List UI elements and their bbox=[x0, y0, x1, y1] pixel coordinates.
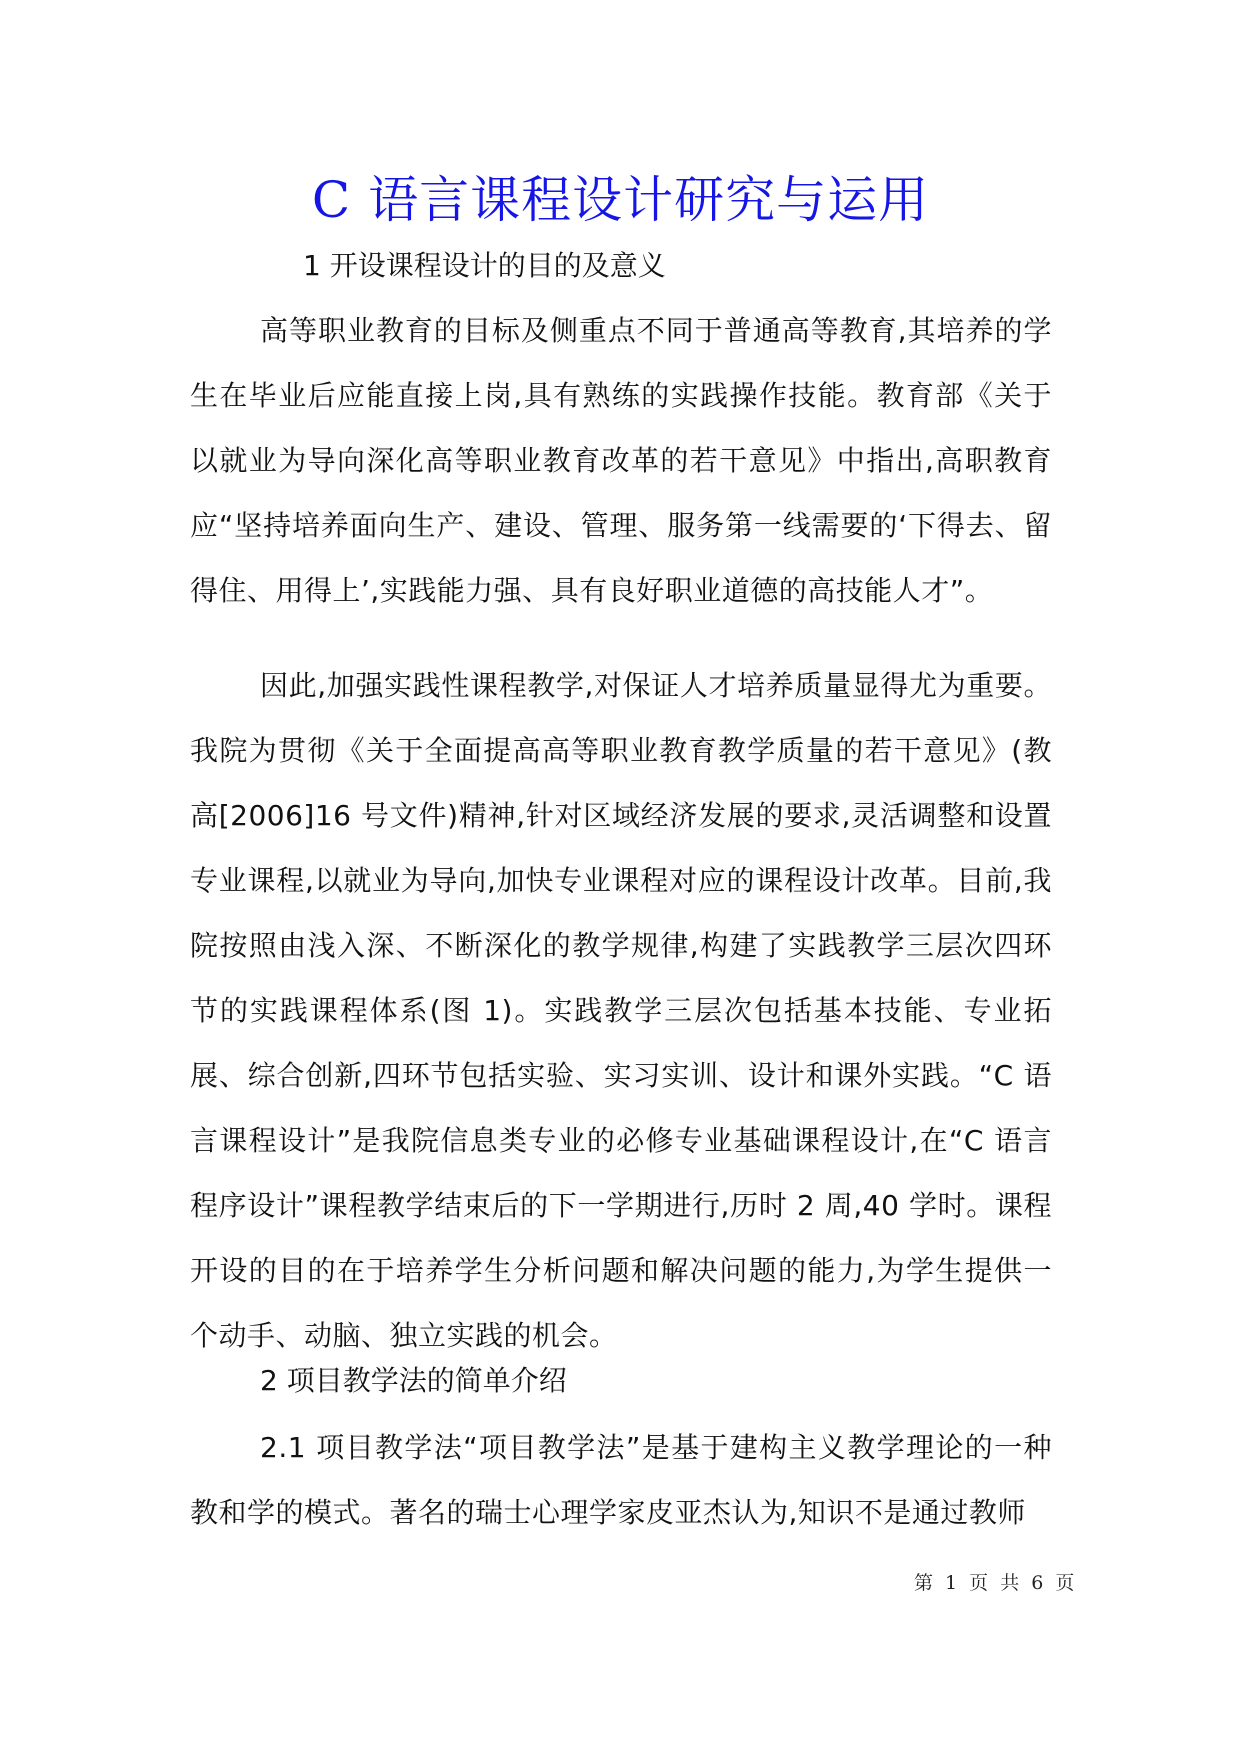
document-title: C 语言课程设计研究与运用 bbox=[311, 171, 930, 229]
page-number-footer: 第 1 页 共 6 页 bbox=[914, 1572, 1078, 1594]
section-heading-2: 2 项目教学法的简单介绍 bbox=[260, 1364, 567, 1397]
paragraph-1: 高等职业教育的目标及侧重点不同于普通高等教育,其培养的学生在毕业后应能直接上岗,具有熟练的实践操作技能。教育部《关于以就业为导向深化高等职业教育改革的若干意见》中指出,高职教育应“坚持培养面向生产、建设、管理、服务第一线需要的‘下得去、留得住、用得上’,实践能力强、具有良好职业道德的高技能人才”。 bbox=[190, 314, 1052, 607]
section-heading-1: 1 开设课程设计的目的及意义 bbox=[303, 249, 666, 282]
paragraph-3: 2.1 项目教学法“项目教学法”是基于建构主义教学理论的一种教和学的模式。著名的瑞士心理学家皮亚杰认为,知识不是通过教师 bbox=[190, 1431, 1052, 1529]
paragraph-2: 因此,加强实践性课程教学,对保证人才培养质量显得尤为重要。我院为贯彻《关于全面提高高等职业教育教学质量的若干意见》(教高[2006]16 号文件)精神,针对区域经济发展的要求,灵活调整和设置专业课程,以就业为导向,加快专业课程对应的课程设计改革。目前,我院按照由浅入深、不断深化的教学规律,构建了实践教学三层次四环节的实践课程体系(图 1)。实践教学三层次包括基本技能、专业拓展、综合创新,四环节包括实验、实习实训、设计和课外实践。“C 语言课程设计”是我院信息类专业的必修专业基础课程设计,在“C 语言程序设计”课程教学结束后的下一学期进行,历时 2 周,40 学时。课程开设的目的在于培养学生分析问题和解决问题的能力,为学生提供一个动手、动脑、独立实践的机会。 bbox=[190, 669, 1052, 1352]
